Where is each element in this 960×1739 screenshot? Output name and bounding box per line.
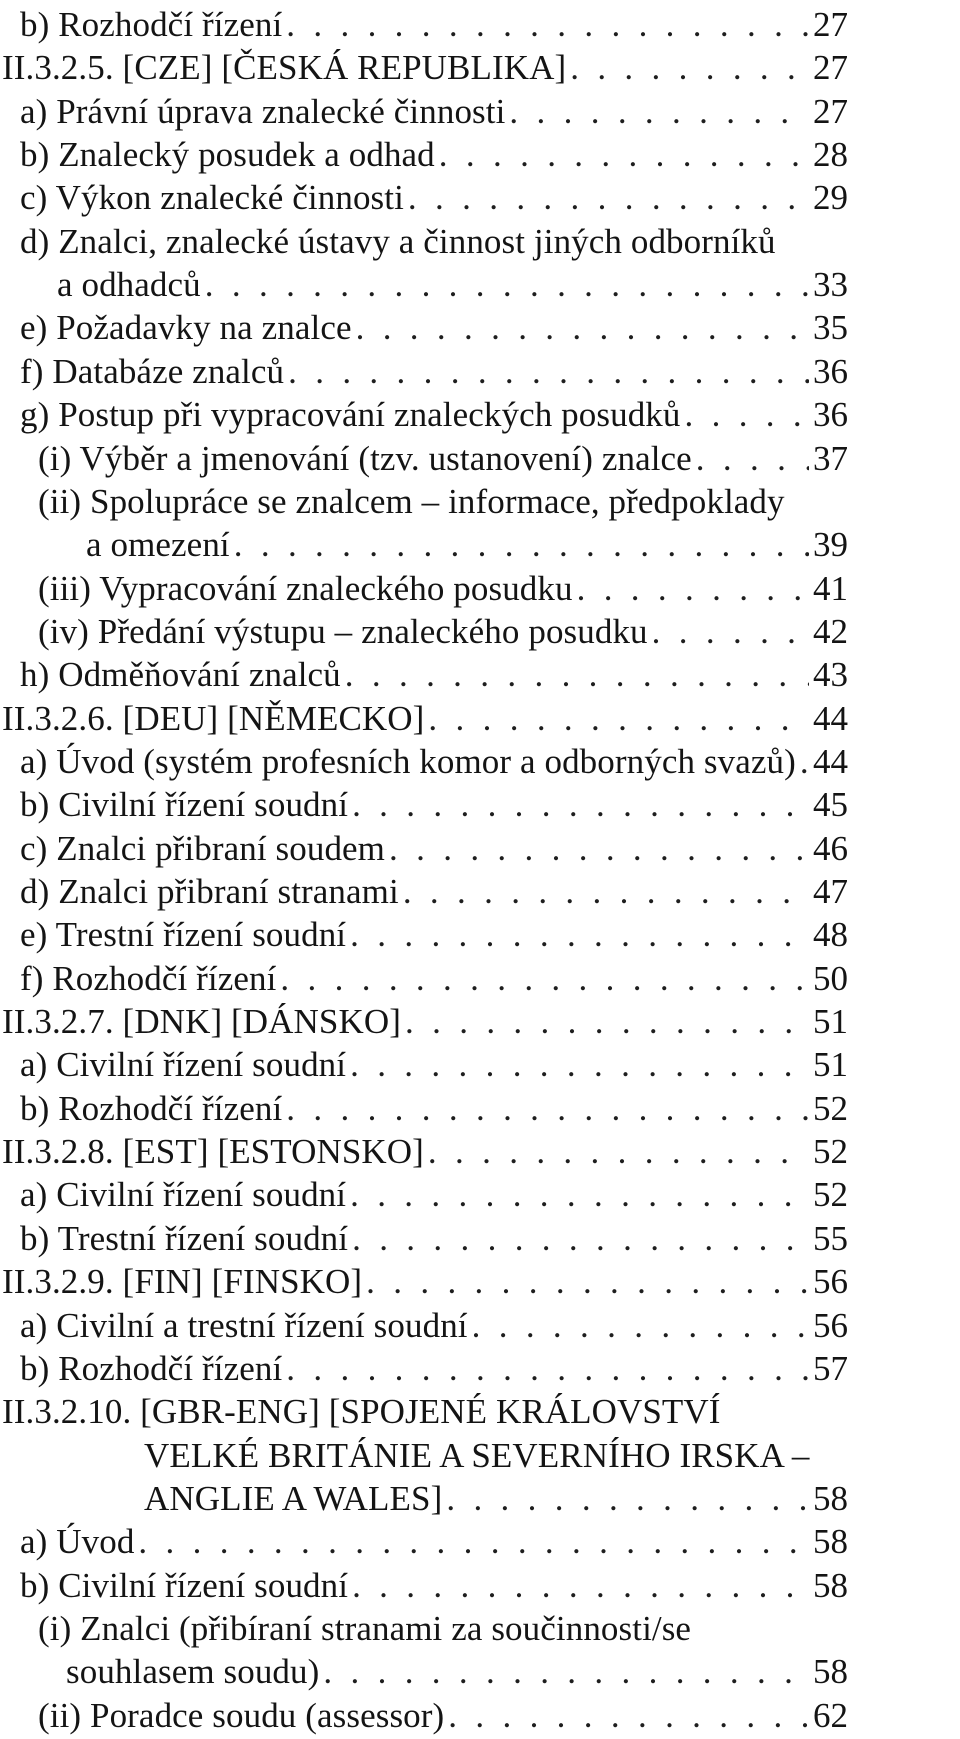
toc-entry bbox=[38, 1693, 848, 1739]
toc-entry bbox=[20, 912, 848, 958]
toc-entry-page-number: 37 bbox=[813, 438, 848, 478]
toc-entry-page-number: 39 bbox=[813, 525, 848, 565]
toc-entry-row bbox=[38, 436, 848, 482]
toc-entry bbox=[20, 305, 848, 351]
dot-leader bbox=[408, 175, 809, 221]
toc-entry-title: d) Znalci, znalecké ústavy a činnost jiných odborníků bbox=[20, 221, 776, 261]
toc-entry-title: a odhadců bbox=[57, 265, 201, 305]
toc-entry-page-number: 42 bbox=[813, 611, 848, 651]
toc-entry-title: II.3.2.8. [EST] [ESTONSKO] bbox=[2, 1132, 424, 1172]
toc-entry-title: VELKÉ BRITÁNIE A SEVERNÍHO IRSKA – bbox=[144, 1435, 810, 1475]
toc-entry-title: (i) Znalci (přibíraní stranami za součinnosti/se bbox=[38, 1608, 692, 1648]
toc-entry-title: f) Databáze znalců bbox=[20, 351, 285, 391]
toc-entry-row bbox=[57, 262, 848, 308]
dot-leader bbox=[350, 1172, 809, 1218]
toc-entry-page-number: 58 bbox=[813, 1565, 848, 1605]
dot-leader bbox=[286, 1346, 809, 1392]
toc-entry-page-number: 52 bbox=[813, 1132, 848, 1172]
toc-entry-page-number: 46 bbox=[813, 828, 848, 868]
toc-entry-row bbox=[20, 1216, 848, 1262]
toc-entry bbox=[20, 1346, 848, 1392]
toc-entry-title: c) Výkon znalecké činnosti bbox=[20, 178, 404, 218]
toc-entry-page-number: 29 bbox=[813, 178, 848, 218]
toc-entry-title: b) Trestní řízení soudní bbox=[20, 1218, 349, 1258]
toc-entry-page-number: 62 bbox=[813, 1695, 848, 1735]
toc-entry-row bbox=[38, 609, 848, 655]
dot-leader bbox=[403, 869, 809, 915]
toc-entry-page-number: 36 bbox=[813, 351, 848, 391]
toc-entry-page-number: 50 bbox=[813, 958, 848, 998]
toc-entry-page-number: 58 bbox=[813, 1478, 848, 1518]
toc-entry-row bbox=[20, 132, 848, 178]
toc-entry bbox=[2, 1129, 848, 1175]
toc-entry-row bbox=[20, 1346, 848, 1392]
toc-entry bbox=[2, 1259, 848, 1305]
toc-entry-title: (ii) Poradce soudu (assessor) bbox=[38, 1695, 445, 1735]
toc-entry-title: a) Úvod bbox=[20, 1522, 135, 1562]
dot-leader bbox=[352, 1216, 809, 1262]
toc-entry-title: b) Znalecký posudek a odhad bbox=[20, 135, 435, 175]
dot-leader bbox=[323, 1649, 809, 1695]
toc-entry-row bbox=[20, 739, 848, 785]
dot-leader bbox=[439, 132, 809, 178]
toc-entry-page-number: 45 bbox=[813, 785, 848, 825]
toc-entry-title: a omezení bbox=[86, 525, 230, 565]
toc-entry-row bbox=[20, 1086, 848, 1132]
toc-entry-title: g) Postup při vypracování znaleckých posudků bbox=[20, 395, 681, 435]
dot-leader bbox=[234, 522, 809, 568]
toc-entry bbox=[20, 782, 848, 828]
toc-entry-title: II.3.2.10. [GBR-ENG] [SPOJENÉ KRÁLOVSTVÍ bbox=[2, 1392, 721, 1432]
dot-leader bbox=[652, 609, 809, 655]
toc-entry-row bbox=[20, 782, 848, 828]
toc-entry-row bbox=[20, 1172, 848, 1218]
dot-leader bbox=[696, 436, 809, 482]
toc-entry bbox=[20, 349, 848, 395]
toc-entry bbox=[20, 1172, 848, 1218]
toc-entry-title: b) Rozhodčí řízení bbox=[20, 5, 283, 44]
toc-entry bbox=[20, 392, 848, 438]
toc-entry-title: (iii) Vypracování znaleckého posudku bbox=[38, 568, 573, 608]
dot-leader bbox=[345, 652, 809, 698]
dot-leader bbox=[350, 912, 809, 958]
toc-entry-title: a) Úvod (systém profesních komor a odborných svazů) bbox=[20, 741, 796, 781]
dot-leader bbox=[288, 349, 809, 395]
toc-entry-row bbox=[20, 1563, 848, 1609]
toc-entry-title: II.3.2.9. [FIN] [FINSKO] bbox=[2, 1262, 363, 1302]
toc-entry-title: II.3.2.5. [CZE] [ČESKÁ REPUBLIKA] bbox=[2, 48, 567, 88]
toc-entry-title: e) Požadavky na znalce bbox=[20, 308, 352, 348]
dot-leader bbox=[472, 1303, 809, 1349]
toc-entry-row bbox=[2, 1129, 848, 1175]
toc-entry-title: b) Civilní řízení soudní bbox=[20, 1565, 349, 1605]
dot-leader bbox=[389, 826, 809, 872]
toc-entry bbox=[20, 1303, 848, 1349]
toc-entry-row bbox=[38, 479, 848, 525]
dot-leader bbox=[205, 262, 809, 308]
toc-entry bbox=[20, 1042, 848, 1088]
toc-entry bbox=[20, 1216, 848, 1262]
dot-leader bbox=[352, 1563, 809, 1609]
toc-entry-row bbox=[20, 392, 848, 438]
toc-entry bbox=[57, 262, 848, 308]
toc-entry bbox=[20, 175, 848, 221]
dot-leader bbox=[685, 392, 810, 438]
dot-leader bbox=[446, 1476, 809, 1522]
toc-entry bbox=[20, 132, 848, 178]
toc-entry-page-number: 57 bbox=[813, 1348, 848, 1388]
dot-leader bbox=[286, 2, 809, 48]
dot-leader bbox=[286, 1086, 809, 1132]
toc-entry bbox=[20, 869, 848, 915]
toc-entry bbox=[20, 2, 848, 48]
toc-entry-page-number: 28 bbox=[813, 135, 848, 175]
toc-entry-page-number: 36 bbox=[813, 395, 848, 435]
toc-entry bbox=[2, 696, 848, 742]
toc-entry bbox=[20, 826, 848, 872]
toc-entry bbox=[2, 1389, 848, 1435]
toc-entry bbox=[38, 1606, 848, 1652]
toc-entry bbox=[38, 479, 848, 525]
toc-entry-title: b) Rozhodčí řízení bbox=[20, 1348, 283, 1388]
toc-entry-page-number: 47 bbox=[813, 872, 848, 911]
toc-entry bbox=[144, 1476, 848, 1522]
toc-entry-page-number: 52 bbox=[813, 1175, 848, 1215]
toc-entry-title: b) Civilní řízení soudní bbox=[20, 785, 349, 825]
dot-leader bbox=[138, 1519, 809, 1565]
toc-entry-title: h) Odměňování znalců bbox=[20, 655, 341, 695]
toc-entry bbox=[86, 522, 848, 568]
toc-entry-page-number: 56 bbox=[813, 1305, 848, 1345]
dot-leader bbox=[356, 305, 809, 351]
toc-entry-title: ANGLIE A WALES] bbox=[144, 1478, 443, 1518]
toc-entry-row bbox=[38, 1606, 848, 1652]
toc-entry-page-number: 51 bbox=[813, 1002, 848, 1042]
toc-entry bbox=[2, 999, 848, 1045]
toc-entry-row bbox=[144, 1476, 848, 1522]
toc-entry-title: souhlasem soudu) bbox=[66, 1652, 320, 1692]
toc-entry-row bbox=[2, 999, 848, 1045]
toc-entry-title: a) Civilní řízení soudní bbox=[20, 1175, 347, 1215]
toc-entry-title: II.3.2.6. [DEU] [NĚMECKO] bbox=[2, 698, 425, 738]
toc-entry bbox=[66, 1649, 848, 1695]
toc-entry bbox=[144, 1433, 848, 1479]
dot-leader bbox=[509, 89, 809, 135]
toc-entry-title: f) Rozhodčí řízení bbox=[20, 958, 277, 998]
toc-entry-title: c) Znalci přibraní soudem bbox=[20, 828, 386, 868]
toc-entry-page-number: 51 bbox=[813, 1045, 848, 1085]
toc-entry-title: a) Právní úprava znalecké činnosti bbox=[20, 91, 506, 131]
dot-leader bbox=[352, 782, 809, 828]
toc-entry-page-number: 58 bbox=[813, 1652, 848, 1692]
dot-leader bbox=[366, 1259, 809, 1305]
toc-entry-row bbox=[66, 1649, 848, 1695]
toc-entry-page-number: 27 bbox=[813, 5, 848, 44]
toc-entry-title: (ii) Spolupráce se znalcem – informace, předpoklady bbox=[38, 481, 785, 521]
toc-entry-title: e) Trestní řízení soudní bbox=[20, 915, 347, 955]
toc-entry bbox=[20, 89, 848, 135]
dot-leader bbox=[350, 1042, 809, 1088]
toc-entry-title: (iv) Předání výstupu – znaleckého posudku bbox=[38, 611, 648, 651]
toc-entry-row bbox=[38, 1693, 848, 1739]
toc-entry bbox=[20, 652, 848, 698]
toc-entry-page-number: 58 bbox=[813, 1522, 848, 1562]
toc-entry-row bbox=[20, 305, 848, 351]
toc-entry bbox=[2, 45, 848, 91]
toc-entry-page-number: 43 bbox=[813, 655, 848, 695]
toc-entry-title: a) Civilní řízení soudní bbox=[20, 1045, 347, 1085]
toc-entry-page-number: 56 bbox=[813, 1262, 848, 1302]
toc-entry-title: b) Rozhodčí řízení bbox=[20, 1088, 283, 1128]
toc-entry-page-number: 52 bbox=[813, 1088, 848, 1128]
dot-leader bbox=[428, 1129, 809, 1175]
toc-entry bbox=[20, 956, 848, 1002]
toc-entry-page-number: 44 bbox=[813, 698, 848, 738]
dot-leader bbox=[448, 1693, 809, 1739]
toc-entry-row bbox=[20, 2, 848, 48]
toc-entry-row bbox=[20, 175, 848, 221]
toc-entry-title: a) Civilní a trestní řízení soudní bbox=[20, 1305, 468, 1345]
toc-entry-row bbox=[86, 522, 848, 568]
toc-entry-page-number: 48 bbox=[813, 915, 848, 955]
toc-entry bbox=[38, 609, 848, 655]
dot-leader bbox=[280, 956, 809, 1002]
dot-leader bbox=[428, 696, 809, 742]
toc-entry-row bbox=[2, 1259, 848, 1305]
toc-entry-title: II.3.2.7. [DNK] [DÁNSKO] bbox=[2, 1002, 402, 1042]
toc-entry-row bbox=[20, 652, 848, 698]
toc-entry-row bbox=[20, 869, 848, 915]
dot-leader bbox=[800, 739, 809, 785]
toc-entry-title: (i) Výběr a jmenování (tzv. ustanovení) znalce bbox=[38, 438, 692, 478]
toc-entry bbox=[20, 1563, 848, 1609]
dot-leader bbox=[570, 45, 809, 91]
toc-entry-page-number: 55 bbox=[813, 1218, 848, 1258]
toc-entry-page-number: 44 bbox=[813, 741, 848, 781]
toc-entry-row bbox=[20, 89, 848, 135]
toc-entry-row bbox=[20, 1303, 848, 1349]
toc-entry-page-number: 41 bbox=[813, 568, 848, 608]
toc-entry-row bbox=[38, 566, 848, 612]
dot-leader bbox=[577, 566, 809, 612]
toc-entry-row bbox=[2, 696, 848, 742]
toc-entry-row bbox=[20, 826, 848, 872]
toc-entry bbox=[20, 1086, 848, 1132]
toc-entry-row bbox=[20, 1042, 848, 1088]
toc-entry-row bbox=[20, 956, 848, 1002]
toc-entry bbox=[20, 739, 848, 785]
toc-entry-page-number: 35 bbox=[813, 308, 848, 348]
toc-entry-row bbox=[20, 1519, 848, 1565]
toc-entry-row bbox=[20, 219, 848, 265]
dot-leader bbox=[405, 999, 809, 1045]
toc-entry-row bbox=[20, 912, 848, 958]
toc-entry-page-number: 27 bbox=[813, 48, 848, 88]
toc-entry-row bbox=[144, 1433, 848, 1479]
toc-entry-page-number: 27 bbox=[813, 91, 848, 131]
toc-entry bbox=[38, 436, 848, 482]
toc-entry bbox=[20, 1519, 848, 1565]
toc-entry-title: d) Znalci přibraní stranami bbox=[20, 872, 399, 911]
toc-entry bbox=[20, 219, 848, 265]
toc-entry-page-number: 33 bbox=[813, 265, 848, 305]
toc-entry bbox=[38, 566, 848, 612]
toc-entry-row bbox=[2, 45, 848, 91]
toc-entry-row bbox=[2, 1389, 848, 1435]
toc-entry-row bbox=[20, 349, 848, 395]
